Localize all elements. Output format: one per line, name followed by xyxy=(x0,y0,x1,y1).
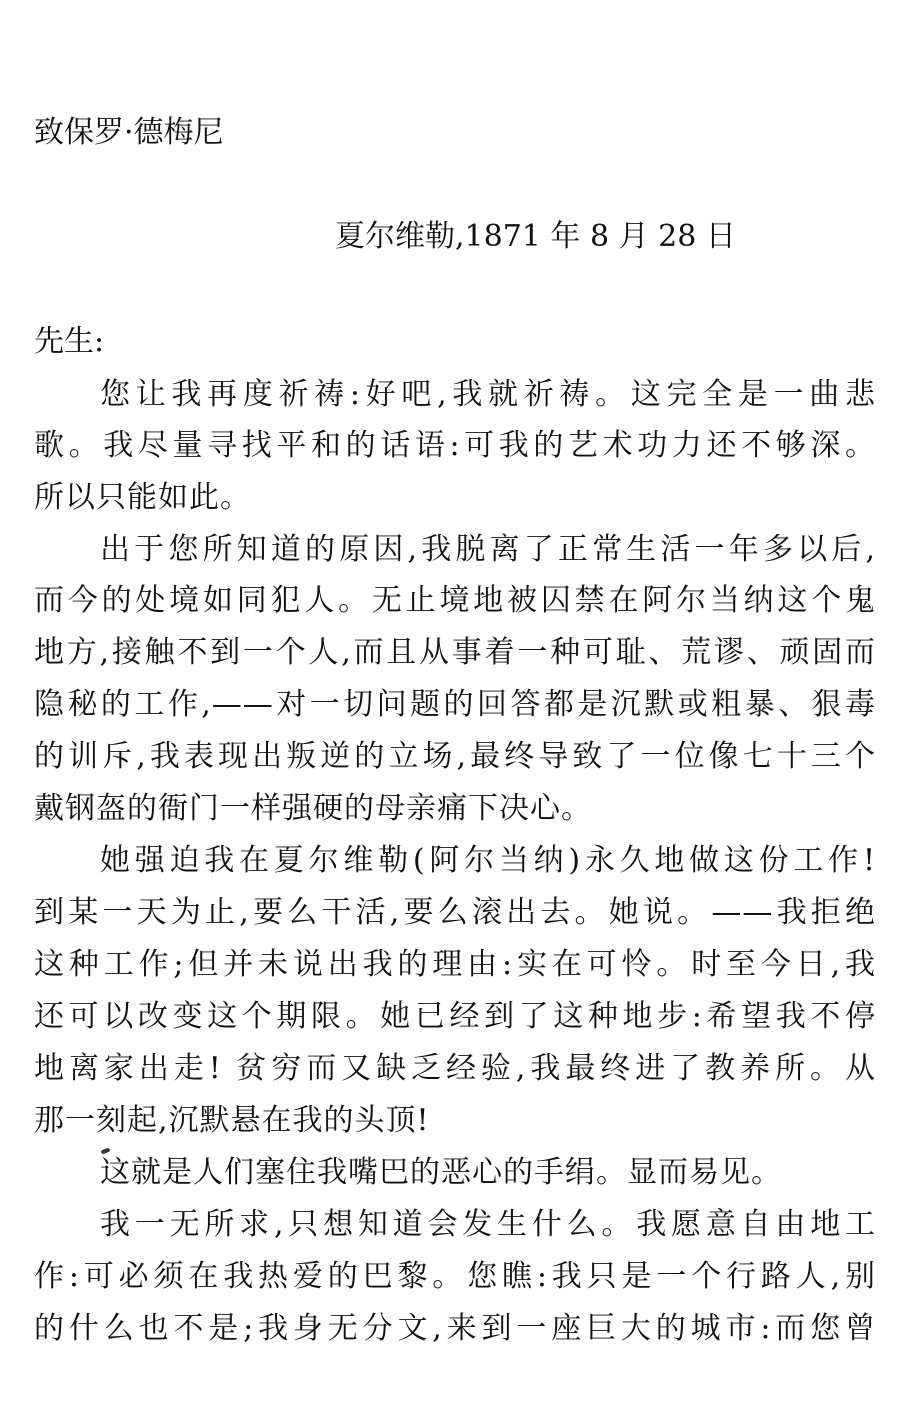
letter-salutation: 先生: xyxy=(34,324,105,359)
body-line: 的什么也不是;我身无分文,来到一座巨大的城市:而您曾 xyxy=(34,1311,876,1346)
body-line: 而今的处境如同犯人。无止境地被囚禁在阿尔当纳这个鬼 xyxy=(34,583,876,618)
letter-dateline: 夏尔维勒,1871 年 8 月 28 日 xyxy=(335,219,736,254)
body-line: 我一无所求,只想知道会发生什么。我愿意自由地工 xyxy=(100,1207,876,1242)
body-line: 您让我再度祈祷:好吧,我就祈祷。这完全是一曲悲 xyxy=(100,377,876,412)
body-line: 所以只能如此。 xyxy=(34,480,251,515)
body-line: 还可以改变这个期限。她已经到了这种地步:希望我不停 xyxy=(34,999,876,1034)
body-line: 那一刻起,沉默悬在我的头顶! xyxy=(34,1103,430,1138)
body-line: 隐秘的工作,——对一切问题的回答都是沉默或粗暴、狠毒 xyxy=(34,687,876,722)
body-line: 歌。我尽量寻找平和的话语:可我的艺术功力还不够深。 xyxy=(34,428,876,463)
body-line: 这种工作;但并未说出我的理由:实在可怜。时至今日,我 xyxy=(34,947,876,982)
body-line: 戴钢盔的衙门一样强硬的母亲痛下决心。 xyxy=(34,791,592,826)
body-line: 地离家出走! 贫穷而又缺乏经验,我最终进了教养所。从 xyxy=(34,1051,876,1086)
letter-addressee: 致保罗·德梅尼 xyxy=(34,115,224,150)
body-line: 地方,接触不到一个人,而且从事着一种可耻、荒谬、顽固而 xyxy=(34,635,876,670)
body-line: 这就是人们塞住我嘴巴的恶心的手绢。显而易见。 xyxy=(100,1155,782,1190)
body-line: 的训斥,我表现出叛逆的立场,最终导致了一位像七十三个 xyxy=(34,739,876,774)
body-line: 到某一天为止,要么干活,要么滚出去。她说。——我拒绝 xyxy=(34,895,876,930)
body-line: 作:可必须在我热爱的巴黎。您瞧:我只是一个行路人,别 xyxy=(34,1259,876,1294)
body-line: 出于您所知道的原因,我脱离了正常生活一年多以后, xyxy=(100,532,876,567)
body-line: 她强迫我在夏尔维勒(阿尔当纳)永久地做这份工作! xyxy=(100,843,876,878)
